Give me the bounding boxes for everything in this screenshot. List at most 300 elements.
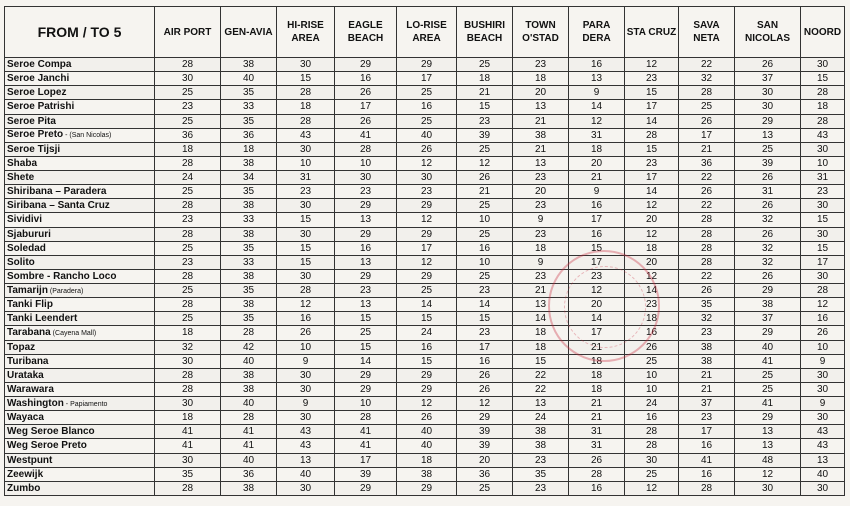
fare-cell: 15 <box>801 72 845 86</box>
fare-cell: 25 <box>397 284 457 298</box>
fare-cell: 30 <box>277 481 335 495</box>
fare-cell: 39 <box>457 128 513 142</box>
fare-cell: 28 <box>155 298 221 312</box>
fare-cell: 40 <box>221 397 277 411</box>
table-row <box>5 255 845 269</box>
place-name-cell <box>5 241 155 255</box>
fare-cell: 36 <box>221 467 277 481</box>
fare-cell: 18 <box>155 411 221 425</box>
fare-cell: 20 <box>625 255 679 269</box>
fare-cell: 13 <box>513 298 569 312</box>
fare-cell: 26 <box>335 114 397 128</box>
fare-cell: 16 <box>569 199 625 213</box>
place-name-cell <box>5 269 155 283</box>
fare-cell: 22 <box>513 368 569 382</box>
fare-cell: 28 <box>155 382 221 396</box>
fare-cell: 13 <box>735 425 801 439</box>
fare-cell: 26 <box>397 411 457 425</box>
fare-cell: 25 <box>735 142 801 156</box>
fare-cell: 23 <box>513 171 569 185</box>
fare-cell: 9 <box>277 354 335 368</box>
fare-cell: 26 <box>735 227 801 241</box>
fare-cell: 9 <box>801 354 845 368</box>
fare-cell: 29 <box>735 411 801 425</box>
fare-cell: 40 <box>397 128 457 142</box>
fare-cell: 17 <box>625 171 679 185</box>
fare-cell: 38 <box>221 368 277 382</box>
place-name: Washington <box>7 397 64 409</box>
fare-cell: 29 <box>735 326 801 340</box>
column-header: BUSHIRI BEACH <box>457 7 513 58</box>
fare-cell: 16 <box>397 100 457 114</box>
fare-cell: 30 <box>277 382 335 396</box>
table-row <box>5 298 845 312</box>
fare-cell: 25 <box>625 354 679 368</box>
fare-cell: 39 <box>335 467 397 481</box>
fare-cell: 25 <box>155 241 221 255</box>
fare-cell: 30 <box>801 199 845 213</box>
fare-cell: 28 <box>155 481 221 495</box>
place-name: Westpunt <box>7 454 53 466</box>
place-name: Shete <box>7 172 35 184</box>
fare-cell: 10 <box>625 382 679 396</box>
fare-cell: 25 <box>457 269 513 283</box>
place-name: Sjabururi <box>7 228 51 240</box>
fare-cell: 30 <box>277 368 335 382</box>
fare-cell: 23 <box>155 255 221 269</box>
fare-cell: 23 <box>513 227 569 241</box>
fare-cell: 32 <box>735 213 801 227</box>
fare-cell: 13 <box>513 397 569 411</box>
place-name-cell <box>5 397 155 411</box>
place-name-cell <box>5 185 155 199</box>
fare-cell: 26 <box>679 284 735 298</box>
column-header: SAVA NETA <box>679 7 735 58</box>
place-name-cell <box>5 340 155 354</box>
fare-cell: 39 <box>735 156 801 170</box>
fare-cell: 28 <box>155 199 221 213</box>
fare-cell: 38 <box>221 298 277 312</box>
fare-cell: 23 <box>679 411 735 425</box>
place-name-cell <box>5 156 155 170</box>
fare-cell: 25 <box>625 467 679 481</box>
fare-cell: 20 <box>569 298 625 312</box>
corner-label: FROM / TO 5 <box>5 7 155 58</box>
fare-cell: 17 <box>801 255 845 269</box>
fare-cell: 30 <box>801 382 845 396</box>
table-row <box>5 185 845 199</box>
fare-cell: 28 <box>155 227 221 241</box>
fare-cell: 15 <box>569 241 625 255</box>
fare-cell: 33 <box>221 100 277 114</box>
fare-cell: 26 <box>569 453 625 467</box>
place-name-cell <box>5 312 155 326</box>
fare-cell: 35 <box>221 114 277 128</box>
fare-cell: 18 <box>625 241 679 255</box>
fare-cell: 12 <box>625 58 679 72</box>
column-header: PARA DERA <box>569 7 625 58</box>
table-row <box>5 453 845 467</box>
place-name: Seroe Preto <box>7 129 64 141</box>
fare-cell: 26 <box>625 340 679 354</box>
fare-cell: 9 <box>569 86 625 100</box>
fare-cell: 13 <box>335 213 397 227</box>
fare-cell: 12 <box>397 213 457 227</box>
fare-cell: 26 <box>335 86 397 100</box>
table-row <box>5 213 845 227</box>
place-name-cell <box>5 354 155 368</box>
fare-cell: 41 <box>221 439 277 453</box>
table-row <box>5 269 845 283</box>
fare-cell: 15 <box>335 340 397 354</box>
fare-cell: 28 <box>625 128 679 142</box>
place-name: Turibana <box>7 355 49 367</box>
fare-cell: 13 <box>277 453 335 467</box>
fare-cell: 10 <box>801 156 845 170</box>
fare-cell: 14 <box>397 298 457 312</box>
fare-cell: 30 <box>277 411 335 425</box>
fare-cell: 40 <box>397 439 457 453</box>
fare-cell: 30 <box>335 171 397 185</box>
fare-cell: 38 <box>221 269 277 283</box>
fare-cell: 23 <box>457 114 513 128</box>
table-row <box>5 425 845 439</box>
fare-cell: 43 <box>277 128 335 142</box>
fare-cell: 36 <box>457 467 513 481</box>
fare-cell: 29 <box>457 411 513 425</box>
fare-cell: 35 <box>155 467 221 481</box>
fare-cell: 26 <box>397 142 457 156</box>
place-name-cell <box>5 114 155 128</box>
fare-cell: 23 <box>513 481 569 495</box>
fare-cell: 22 <box>679 58 735 72</box>
fare-cell: 28 <box>801 86 845 100</box>
column-header: TOWN O'STAD <box>513 7 569 58</box>
fare-cell: 38 <box>221 227 277 241</box>
fare-table <box>4 6 845 496</box>
place-name-cell <box>5 142 155 156</box>
fare-cell: 28 <box>221 326 277 340</box>
fare-cell: 25 <box>155 86 221 100</box>
fare-cell: 18 <box>277 100 335 114</box>
fare-cell: 38 <box>221 199 277 213</box>
fare-cell: 33 <box>221 213 277 227</box>
fare-cell: 41 <box>735 354 801 368</box>
fare-cell: 26 <box>735 199 801 213</box>
fare-cell: 18 <box>625 312 679 326</box>
fare-cell: 23 <box>679 326 735 340</box>
fare-cell: 23 <box>513 199 569 213</box>
place-name: Seroe Tijsji <box>7 143 61 155</box>
fare-cell: 15 <box>277 72 335 86</box>
fare-cell: 21 <box>679 368 735 382</box>
fare-cell: 13 <box>735 439 801 453</box>
fare-cell: 21 <box>513 114 569 128</box>
fare-cell: 29 <box>335 368 397 382</box>
fare-cell: 28 <box>155 269 221 283</box>
fare-cell: 28 <box>801 114 845 128</box>
fare-cell: 17 <box>397 241 457 255</box>
column-header: STA CRUZ <box>625 7 679 58</box>
fare-cell: 43 <box>277 439 335 453</box>
place-subtitle: - (San Nicolas) <box>63 132 112 140</box>
column-header: HI-RISE AREA <box>277 7 335 58</box>
fare-cell: 15 <box>277 255 335 269</box>
fare-cell: 30 <box>735 86 801 100</box>
fare-cell: 40 <box>221 354 277 368</box>
fare-cell: 36 <box>679 156 735 170</box>
fare-cell: 12 <box>569 284 625 298</box>
fare-cell: 18 <box>457 72 513 86</box>
fare-cell: 26 <box>679 185 735 199</box>
fare-cell: 41 <box>679 453 735 467</box>
place-name-cell <box>5 411 155 425</box>
fare-cell: 20 <box>625 213 679 227</box>
fare-cell: 15 <box>513 354 569 368</box>
fare-cell: 30 <box>397 171 457 185</box>
fare-cell: 28 <box>335 142 397 156</box>
table-body <box>5 58 845 496</box>
fare-cell: 17 <box>569 255 625 269</box>
table-row <box>5 284 845 298</box>
place-name-cell <box>5 481 155 495</box>
fare-cell: 40 <box>735 340 801 354</box>
fare-cell: 18 <box>513 326 569 340</box>
table-row <box>5 312 845 326</box>
fare-cell: 40 <box>277 467 335 481</box>
fare-cell: 30 <box>277 58 335 72</box>
fare-cell: 18 <box>155 326 221 340</box>
fare-cell: 38 <box>221 382 277 396</box>
fare-cell: 16 <box>397 340 457 354</box>
fare-cell: 39 <box>457 425 513 439</box>
fare-cell: 32 <box>735 241 801 255</box>
fare-cell: 16 <box>679 467 735 481</box>
fare-cell: 38 <box>221 156 277 170</box>
fare-cell: 32 <box>155 340 221 354</box>
fare-cell: 35 <box>221 312 277 326</box>
fare-cell: 26 <box>735 58 801 72</box>
fare-cell: 21 <box>457 86 513 100</box>
fare-cell: 15 <box>277 241 335 255</box>
place-name: Seroe Pita <box>7 115 56 127</box>
place-name: Soledad <box>7 242 46 254</box>
fare-cell: 29 <box>335 58 397 72</box>
fare-cell: 12 <box>457 156 513 170</box>
table-row <box>5 382 845 396</box>
fare-cell: 21 <box>569 340 625 354</box>
fare-cell: 17 <box>625 100 679 114</box>
fare-cell: 29 <box>397 199 457 213</box>
table-row <box>5 199 845 213</box>
fare-cell: 28 <box>679 86 735 100</box>
table-row <box>5 128 845 142</box>
fare-cell: 28 <box>155 58 221 72</box>
fare-cell: 16 <box>569 58 625 72</box>
place-name-cell <box>5 213 155 227</box>
fare-cell: 29 <box>735 284 801 298</box>
fare-cell: 25 <box>155 284 221 298</box>
fare-cell: 25 <box>397 86 457 100</box>
fare-cell: 29 <box>735 114 801 128</box>
place-name-cell <box>5 368 155 382</box>
fare-cell: 20 <box>457 453 513 467</box>
place-name-cell <box>5 86 155 100</box>
fare-cell: 23 <box>397 185 457 199</box>
fare-cell: 30 <box>801 142 845 156</box>
fare-cell: 18 <box>569 354 625 368</box>
fare-cell: 28 <box>221 411 277 425</box>
fare-cell: 23 <box>513 269 569 283</box>
fare-cell: 26 <box>457 368 513 382</box>
fare-cell: 15 <box>801 213 845 227</box>
fare-cell: 29 <box>397 382 457 396</box>
fare-cell: 14 <box>569 100 625 114</box>
fare-cell: 32 <box>679 312 735 326</box>
fare-cell: 25 <box>335 326 397 340</box>
place-name-cell <box>5 128 155 142</box>
fare-cell: 28 <box>277 114 335 128</box>
fare-cell: 31 <box>569 439 625 453</box>
place-name: Weg Seroe Blanco <box>7 426 95 438</box>
fare-cell: 17 <box>569 326 625 340</box>
fare-cell: 30 <box>155 354 221 368</box>
fare-cell: 28 <box>679 213 735 227</box>
fare-cell: 38 <box>221 58 277 72</box>
fare-cell: 29 <box>397 58 457 72</box>
fare-cell: 22 <box>513 382 569 396</box>
fare-cell: 17 <box>679 425 735 439</box>
place-name-cell <box>5 171 155 185</box>
fare-cell: 41 <box>735 397 801 411</box>
fare-cell: 30 <box>801 269 845 283</box>
fare-cell: 10 <box>335 156 397 170</box>
place-name-cell <box>5 227 155 241</box>
place-name: Warawara <box>7 383 54 395</box>
fare-cell: 38 <box>513 439 569 453</box>
fare-cell: 23 <box>569 269 625 283</box>
place-name: Zeewijk <box>7 468 44 480</box>
place-name: Solito <box>7 256 35 268</box>
fare-cell: 12 <box>277 298 335 312</box>
fare-cell: 12 <box>397 156 457 170</box>
fare-cell: 16 <box>335 72 397 86</box>
fare-cell: 43 <box>801 425 845 439</box>
fare-cell: 21 <box>679 382 735 396</box>
fare-cell: 17 <box>397 72 457 86</box>
fare-cell: 23 <box>457 326 513 340</box>
place-name-cell <box>5 467 155 481</box>
fare-cell: 30 <box>801 368 845 382</box>
fare-cell: 30 <box>277 142 335 156</box>
fare-cell: 30 <box>155 397 221 411</box>
place-name: Urataka <box>7 369 44 381</box>
fare-cell: 23 <box>801 185 845 199</box>
fare-cell: 26 <box>801 326 845 340</box>
place-name: Topaz <box>7 341 36 353</box>
fare-cell: 18 <box>155 142 221 156</box>
fare-cell: 36 <box>221 128 277 142</box>
place-subtitle: - Papiamento <box>63 400 108 408</box>
fare-cell: 21 <box>569 397 625 411</box>
fare-cell: 41 <box>335 439 397 453</box>
place-name: Weg Seroe Preto <box>7 440 87 452</box>
fare-cell: 38 <box>221 481 277 495</box>
fare-cell: 21 <box>679 142 735 156</box>
fare-cell: 16 <box>457 241 513 255</box>
place-name: Sombre - Rancho Loco <box>7 270 117 282</box>
fare-cell: 25 <box>155 185 221 199</box>
table-row <box>5 340 845 354</box>
table-row <box>5 100 845 114</box>
fare-cell: 18 <box>569 142 625 156</box>
place-name-cell <box>5 298 155 312</box>
fare-cell: 18 <box>801 100 845 114</box>
fare-cell: 29 <box>335 269 397 283</box>
fare-cell: 26 <box>735 269 801 283</box>
fare-cell: 43 <box>801 439 845 453</box>
fare-cell: 30 <box>801 481 845 495</box>
fare-cell: 43 <box>801 128 845 142</box>
fare-cell: 9 <box>277 397 335 411</box>
fare-cell: 15 <box>801 241 845 255</box>
fare-cell: 10 <box>277 156 335 170</box>
fare-cell: 36 <box>155 128 221 142</box>
fare-cell: 23 <box>335 284 397 298</box>
place-name: Seroe Lopez <box>7 87 67 99</box>
fare-cell: 22 <box>679 171 735 185</box>
fare-cell: 12 <box>457 397 513 411</box>
fare-cell: 33 <box>221 255 277 269</box>
fare-cell: 28 <box>679 241 735 255</box>
fare-cell: 15 <box>397 312 457 326</box>
column-header: EAGLE BEACH <box>335 7 397 58</box>
fare-cell: 31 <box>801 171 845 185</box>
fare-cell: 31 <box>569 128 625 142</box>
column-header: NOORD <box>801 7 845 58</box>
column-header: AIR PORT <box>155 7 221 58</box>
fare-cell: 29 <box>397 481 457 495</box>
table-row <box>5 411 845 425</box>
fare-cell: 28 <box>335 411 397 425</box>
fare-cell: 12 <box>735 467 801 481</box>
fare-cell: 17 <box>335 453 397 467</box>
fare-cell: 40 <box>397 425 457 439</box>
fare-cell: 21 <box>457 185 513 199</box>
fare-cell: 14 <box>625 185 679 199</box>
fare-cell: 13 <box>335 298 397 312</box>
fare-cell: 15 <box>457 100 513 114</box>
fare-cell: 28 <box>679 481 735 495</box>
fare-cell: 30 <box>801 227 845 241</box>
fare-cell: 13 <box>801 453 845 467</box>
fare-cell: 35 <box>221 241 277 255</box>
fare-cell: 38 <box>679 354 735 368</box>
place-name-cell <box>5 453 155 467</box>
fare-cell: 41 <box>155 439 221 453</box>
fare-cell: 9 <box>569 185 625 199</box>
fare-cell: 18 <box>513 241 569 255</box>
fare-cell: 12 <box>625 481 679 495</box>
fare-cell: 29 <box>397 227 457 241</box>
fare-cell: 13 <box>735 128 801 142</box>
fare-cell: 15 <box>457 312 513 326</box>
fare-cell: 28 <box>155 156 221 170</box>
fare-cell: 20 <box>513 86 569 100</box>
fare-cell: 38 <box>735 298 801 312</box>
fare-cell: 12 <box>625 199 679 213</box>
fare-cell: 25 <box>679 100 735 114</box>
